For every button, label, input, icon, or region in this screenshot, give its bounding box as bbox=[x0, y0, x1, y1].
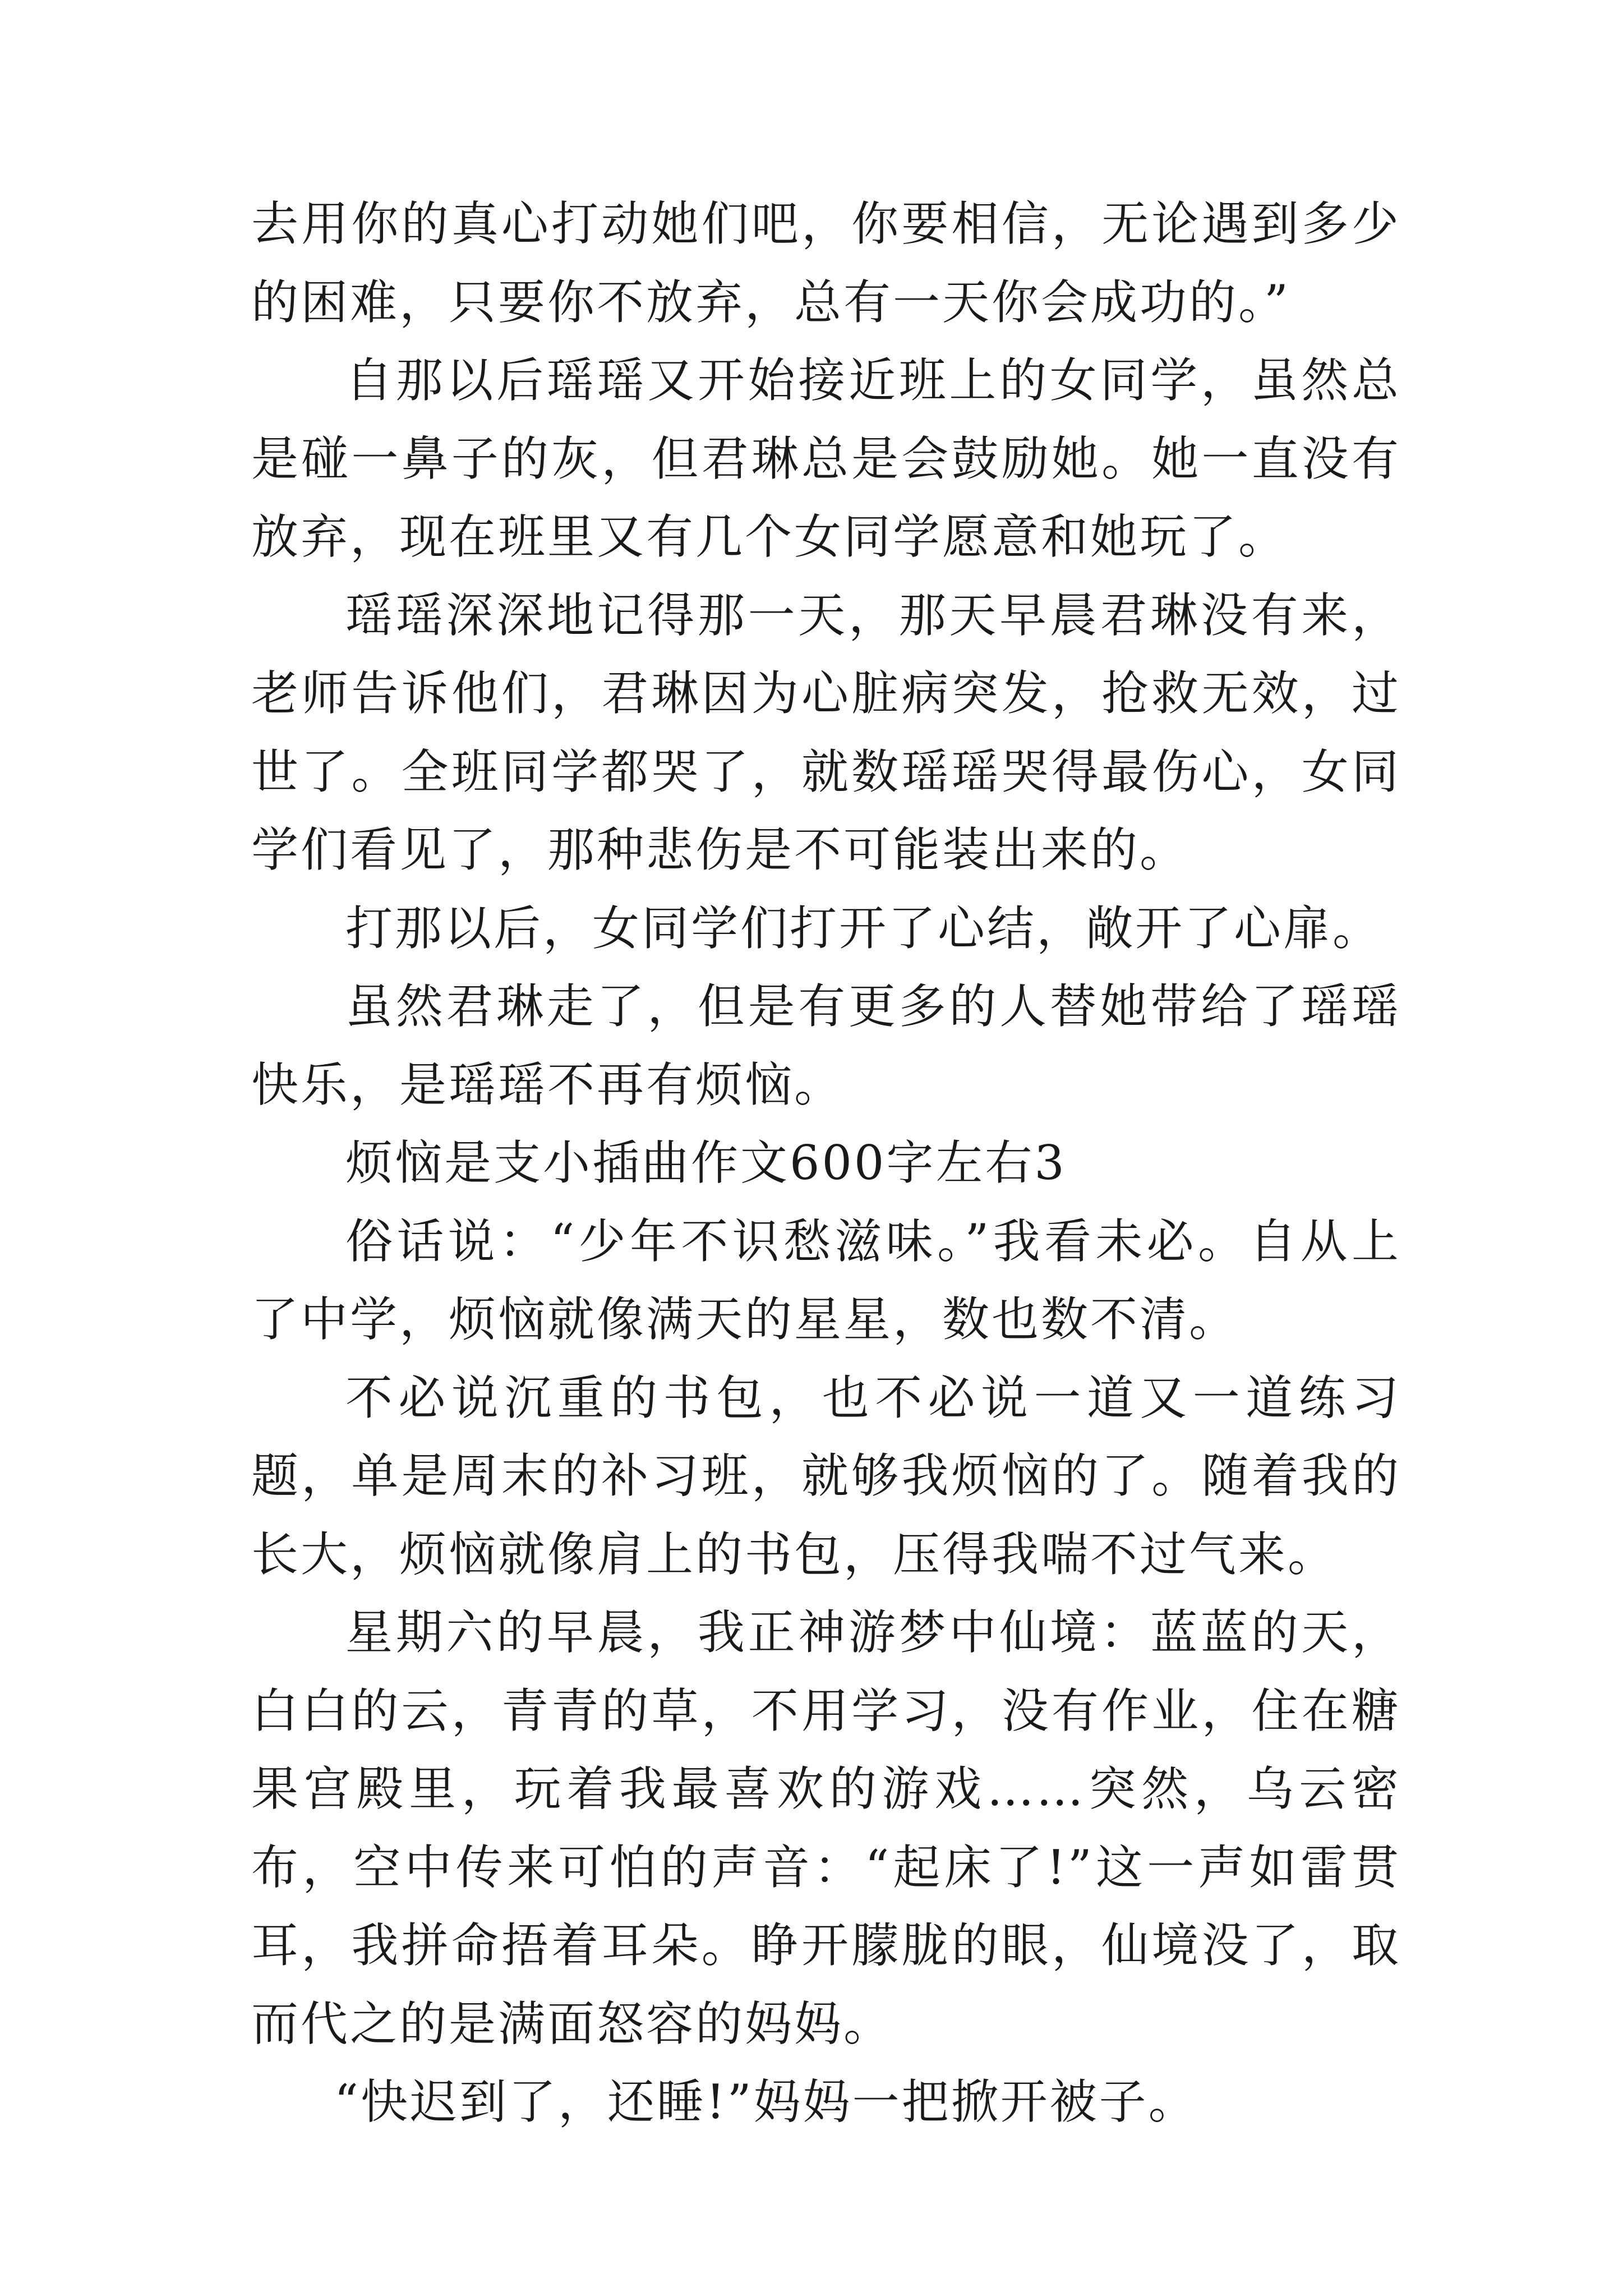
paragraph: 不必说沉重的书包，也不必说一道又一道练习题，单是周末的补习班，就够我烦恼的了。随着我的长大，烦恼就像肩上的书包，压得我喘不过气来。 bbox=[251, 1370, 1401, 1582]
paragraph: 自那以后瑶瑶又开始接近班上的女同学，虽然总是碰一鼻子的灰，但君琳总是会鼓励她。她一直没有放弃，现在班里又有几个女同学愿意和她玩了。 bbox=[251, 353, 1401, 564]
paragraph: “快迟到了，还睡!”妈妈一把掀开被子。 bbox=[334, 2074, 1198, 2129]
paragraph: 星期六的早晨，我正神游梦中仙境：蓝蓝的天，白白的云，青青的草，不用学习，没有作业，住在糖果宫殿里，玩着我最喜欢的游戏……突然，乌云密布，空中传来可怕的声音：“起床了!”这一声如雷贯耳，我拼命捂着耳朵。睁开朦胧的眼，仙境没了，取而代之的是满面怒容的妈妈。 bbox=[251, 1605, 1401, 2051]
section-heading: 烦恼是支小插曲作文600字左右3 bbox=[345, 1135, 1067, 1190]
paragraph-continuation: 去用你的真心打动她们吧，你要相信，无论遇到多少的困难，只要你不放弃，总有一天你会成功的。” bbox=[251, 196, 1401, 330]
paragraph: 打那以后，女同学们打开了心结，敞开了心扉。 bbox=[345, 900, 1382, 956]
paragraph: 瑶瑶深深地记得那一天，那天早晨君琳没有来，老师告诉他们，君琳因为心脏病突发，抢救无效，过世了。全班同学都哭了，就数瑶瑶哭得最伤心，女同学们看见了，那种悲伤是不可能装出来的。 bbox=[251, 587, 1401, 877]
document-body bbox=[251, 185, 1401, 2142]
paragraph: 俗话说：“少年不识愁滋味。”我看未必。自从上了中学，烦恼就像满天的星星，数也数不清。 bbox=[251, 1213, 1401, 1347]
paragraph: 虽然君琳走了，但是有更多的人替她带给了瑶瑶快乐，是瑶瑶不再有烦恼。 bbox=[251, 979, 1401, 1112]
